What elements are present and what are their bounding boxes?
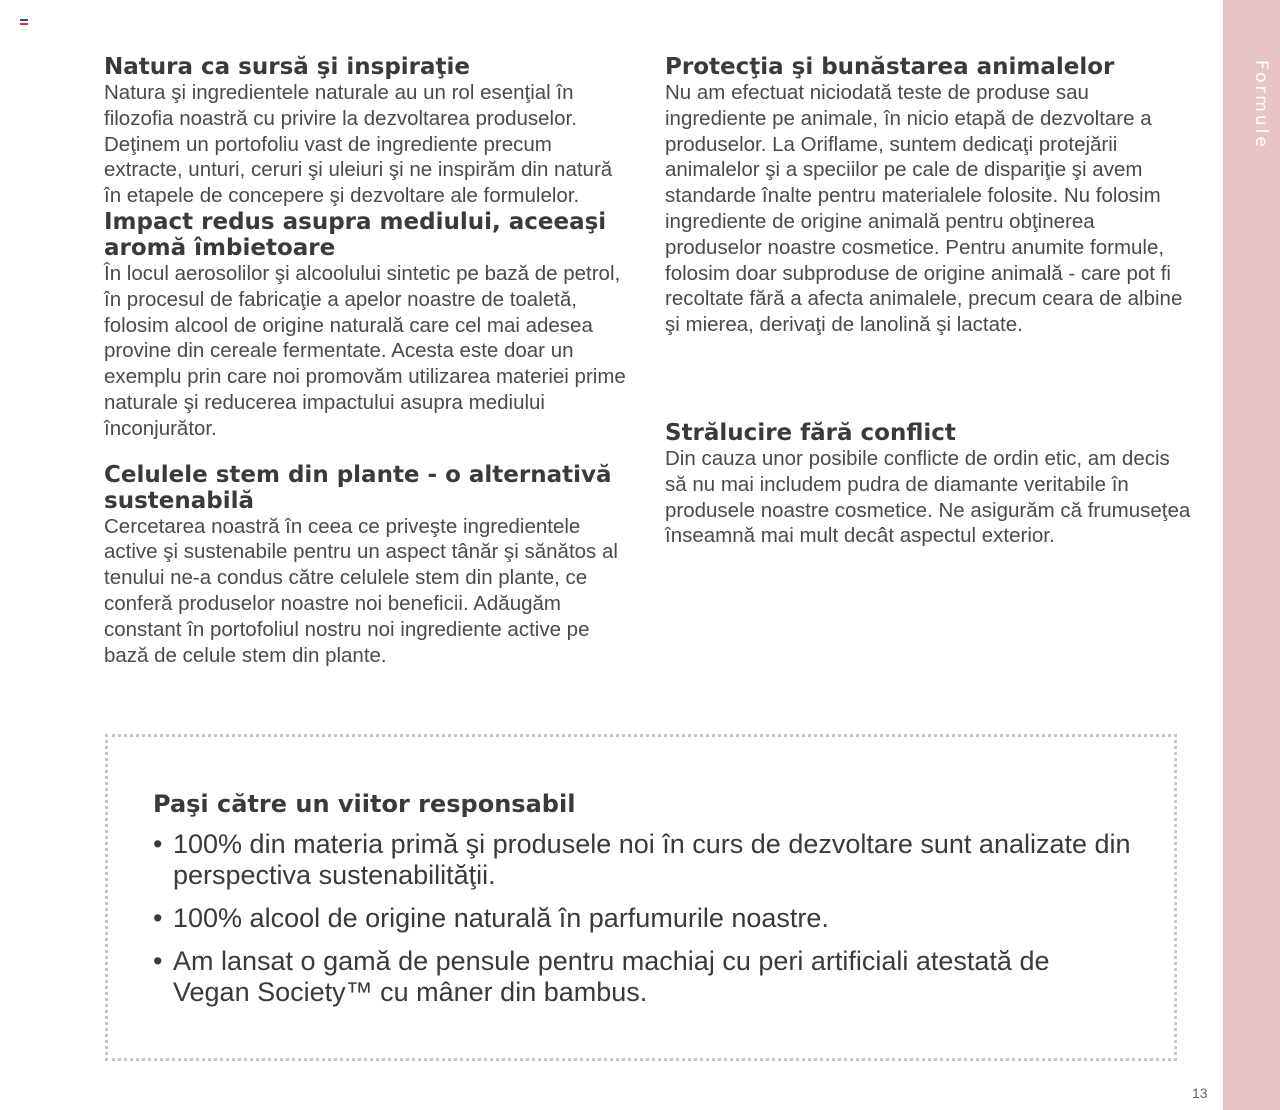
left-column: [104, 54, 634, 668]
section-heading: Strălucire fără conflict: [665, 419, 956, 446]
page-number: 13: [1192, 1085, 1208, 1101]
section-animal-welfare: [665, 54, 1195, 338]
section-heading: Celulele stem din plante - o alternativă sustenabilă: [104, 461, 612, 514]
section-body: Cercetarea noastră în ceea ce priveşte ingredientele active şi sustenabile pentru un aspect tânăr şi sănătos al tenului ne-a condus către celulele stem din plante, ce conferă produselor noastre noi beneficii. Adăugăm constant în portofoliul nostru noi ingrediente active pe bază de celule stem din plante.: [104, 514, 618, 667]
section-body: Din cauza unor posibile conflicte de ordin etic, am decis să nu mai includem pudra de diamante veritabile în produsele noastre cosmetice. Ne asigurăm că frumuseţea înseamnă mai mult decât aspectul exterior.: [665, 446, 1191, 548]
side-tab-label: Formule: [1251, 60, 1271, 150]
section-impact: [104, 209, 634, 442]
section-heading: Impact redus asupra mediului, aceeaşi aromă îmbietoare: [104, 208, 607, 261]
steps-content: [153, 789, 1133, 1020]
list-item: • 100% alcool de origine naturală în parfumurile noastre.: [153, 903, 1133, 934]
flag-stripe: [20, 23, 28, 25]
steps-list: [153, 829, 1133, 1008]
list-item: • 100% din materia primă şi produsele noi în curs de dezvoltare sunt analizate din perspectiva sustenabilităţii.: [153, 829, 1133, 891]
section-body: Nu am efectuat niciodată teste de produse sau ingrediente pe animale, în nicio etapă de dezvoltare a produselor. La Oriflame, suntem dedicaţi protejării animalelor şi a speciilor pe cale de dispariţie şi avem standarde înalte pentru materialele folosite. Nu folosim ingrediente de origine animală pentru obţinerea produselor noastre cosmetice. Pentru anumite formule, folosim doar subproduse de origine animală - care pot fi recoltate fără a afecta animalele, precum ceara de albine şi mierea, derivaţi de lanolină şi lactate.: [665, 81, 1183, 337]
section-conflict-free: [665, 420, 1195, 549]
steps-title: Paşi către un viitor responsabil: [153, 790, 576, 818]
section-nature: [104, 54, 634, 209]
section-stem-cells: [104, 462, 634, 669]
section-heading: Protecţia şi bunăstarea animalelor: [665, 54, 1115, 80]
section-body: În locul aerosolilor şi alcoolului sintetic pe bază de petrol, în procesul de fabricaţie a apelor noastre de toaletă, folosim alcool de origine naturală care cel mai adesea provine din cereale fermentate. Acesta este doar un exemplu prin care noi promovăm utilizarea materiei prime naturale şi reducerea impactului asupra mediului înconjurător.: [104, 261, 626, 440]
list-item: • Am lansat o gamă de pensule pentru machiaj cu peri artificiali atestată de Vegan Society™ cu mâner din bambus.: [153, 946, 1133, 1008]
section-heading: Natura ca sursă şi inspiraţie: [104, 54, 471, 80]
section-body: Natura şi ingredientele naturale au un rol esenţial în filozofia noastră cu privire la dezvoltarea produselor. Deţinem un portofoliu vast de ingrediente precum extracte, unturi, ceruri şi uleiuri şi ne inspirăm din natură în etapele de concepere şi dezvoltare ale formulelor.: [104, 81, 613, 208]
right-column: [665, 54, 1195, 549]
language-flag-icon: [20, 19, 28, 25]
responsible-steps-box: [105, 734, 1177, 1061]
side-tab: [1223, 0, 1280, 1110]
